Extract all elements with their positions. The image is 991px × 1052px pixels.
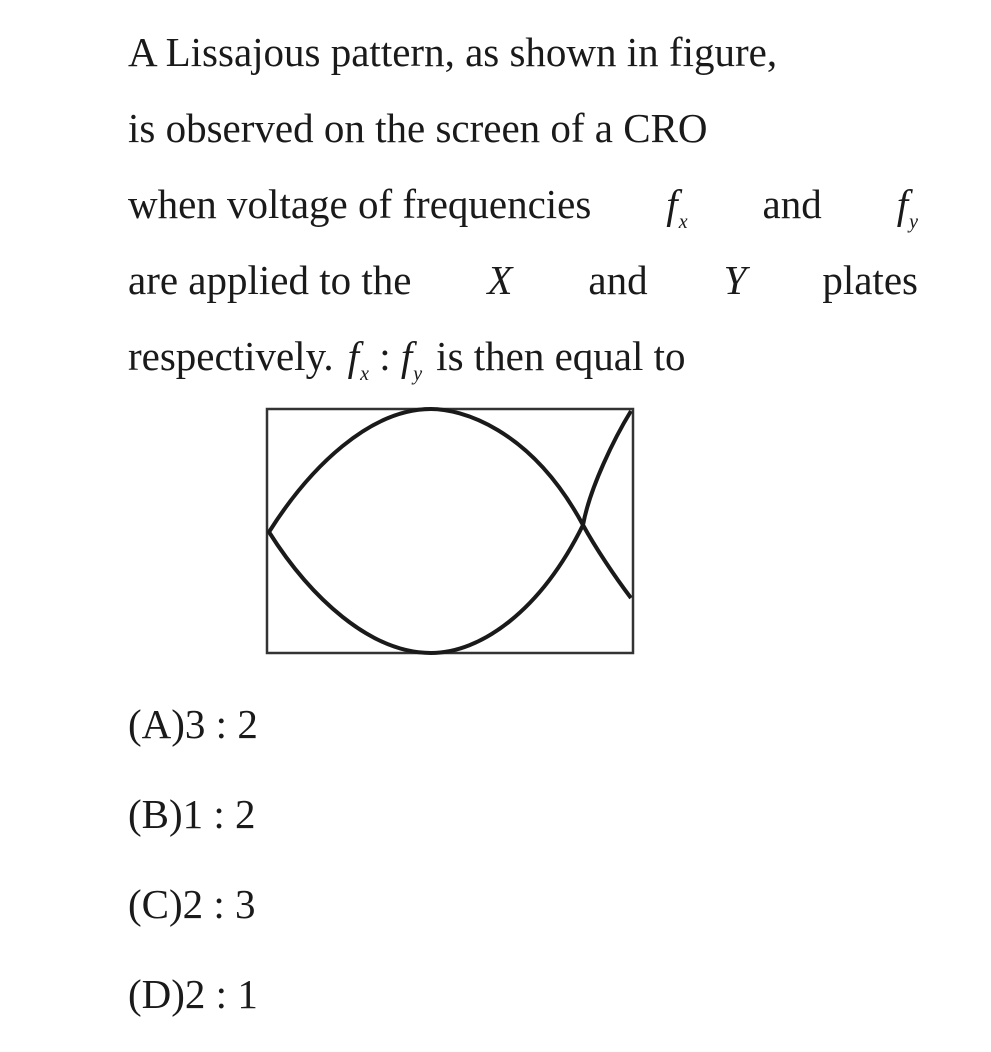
question-line-4-plates: plates: [822, 257, 918, 303]
option-d-value: 2 : 1: [184, 971, 258, 1017]
question-line-4-and: and: [588, 257, 648, 303]
answer-options: [128, 692, 258, 1052]
option-b-value: 1 : 2: [182, 791, 256, 837]
question-line-1-text: A Lissajous pattern, as shown in figure,: [128, 29, 778, 75]
ratio-colon: :: [379, 333, 391, 379]
var-f: f: [666, 181, 678, 227]
question-line-1: [128, 14, 918, 90]
question-line-3: [128, 166, 918, 242]
question-line-3-and: and: [762, 181, 822, 227]
sub-y: y: [909, 211, 918, 233]
var-f: f: [896, 181, 909, 227]
option-b[interactable]: [128, 782, 258, 872]
option-b-letter: (B): [128, 791, 183, 837]
option-c-letter: (C): [128, 881, 183, 927]
option-d[interactable]: [128, 962, 258, 1052]
question-line-5-tail: is then equal to: [436, 333, 686, 379]
sub-y: y: [413, 363, 423, 385]
option-a-letter: (A): [128, 701, 185, 747]
lissajous-curve: [269, 409, 631, 653]
ratio-fx-fy: [348, 318, 423, 402]
var-Y: Y: [723, 257, 747, 303]
sub-x: x: [678, 211, 688, 233]
sub-x: x: [360, 363, 369, 385]
var-f: f: [400, 333, 413, 379]
question-line-2-text: is observed on the screen of a CRO: [128, 105, 708, 151]
option-c[interactable]: [128, 872, 258, 962]
question-line-2: [128, 90, 918, 166]
option-c-value: 2 : 3: [182, 881, 256, 927]
var-X: X: [487, 257, 513, 303]
option-d-letter: (D): [128, 971, 185, 1017]
question-line-5-text: respectively.: [128, 333, 334, 379]
question-line-4: [128, 242, 918, 318]
var-f: f: [347, 333, 360, 379]
question-line-4-text: are applied to the: [128, 257, 412, 303]
question-line-3-text: when voltage of frequencies: [128, 181, 592, 227]
option-a-value: 3 : 2: [184, 701, 258, 747]
freq-fy: [897, 166, 918, 250]
freq-fx: [666, 166, 687, 250]
question-line-5: [128, 318, 918, 394]
question-text: [128, 14, 918, 394]
option-a[interactable]: [128, 692, 258, 782]
lissajous-figure: [265, 407, 635, 655]
